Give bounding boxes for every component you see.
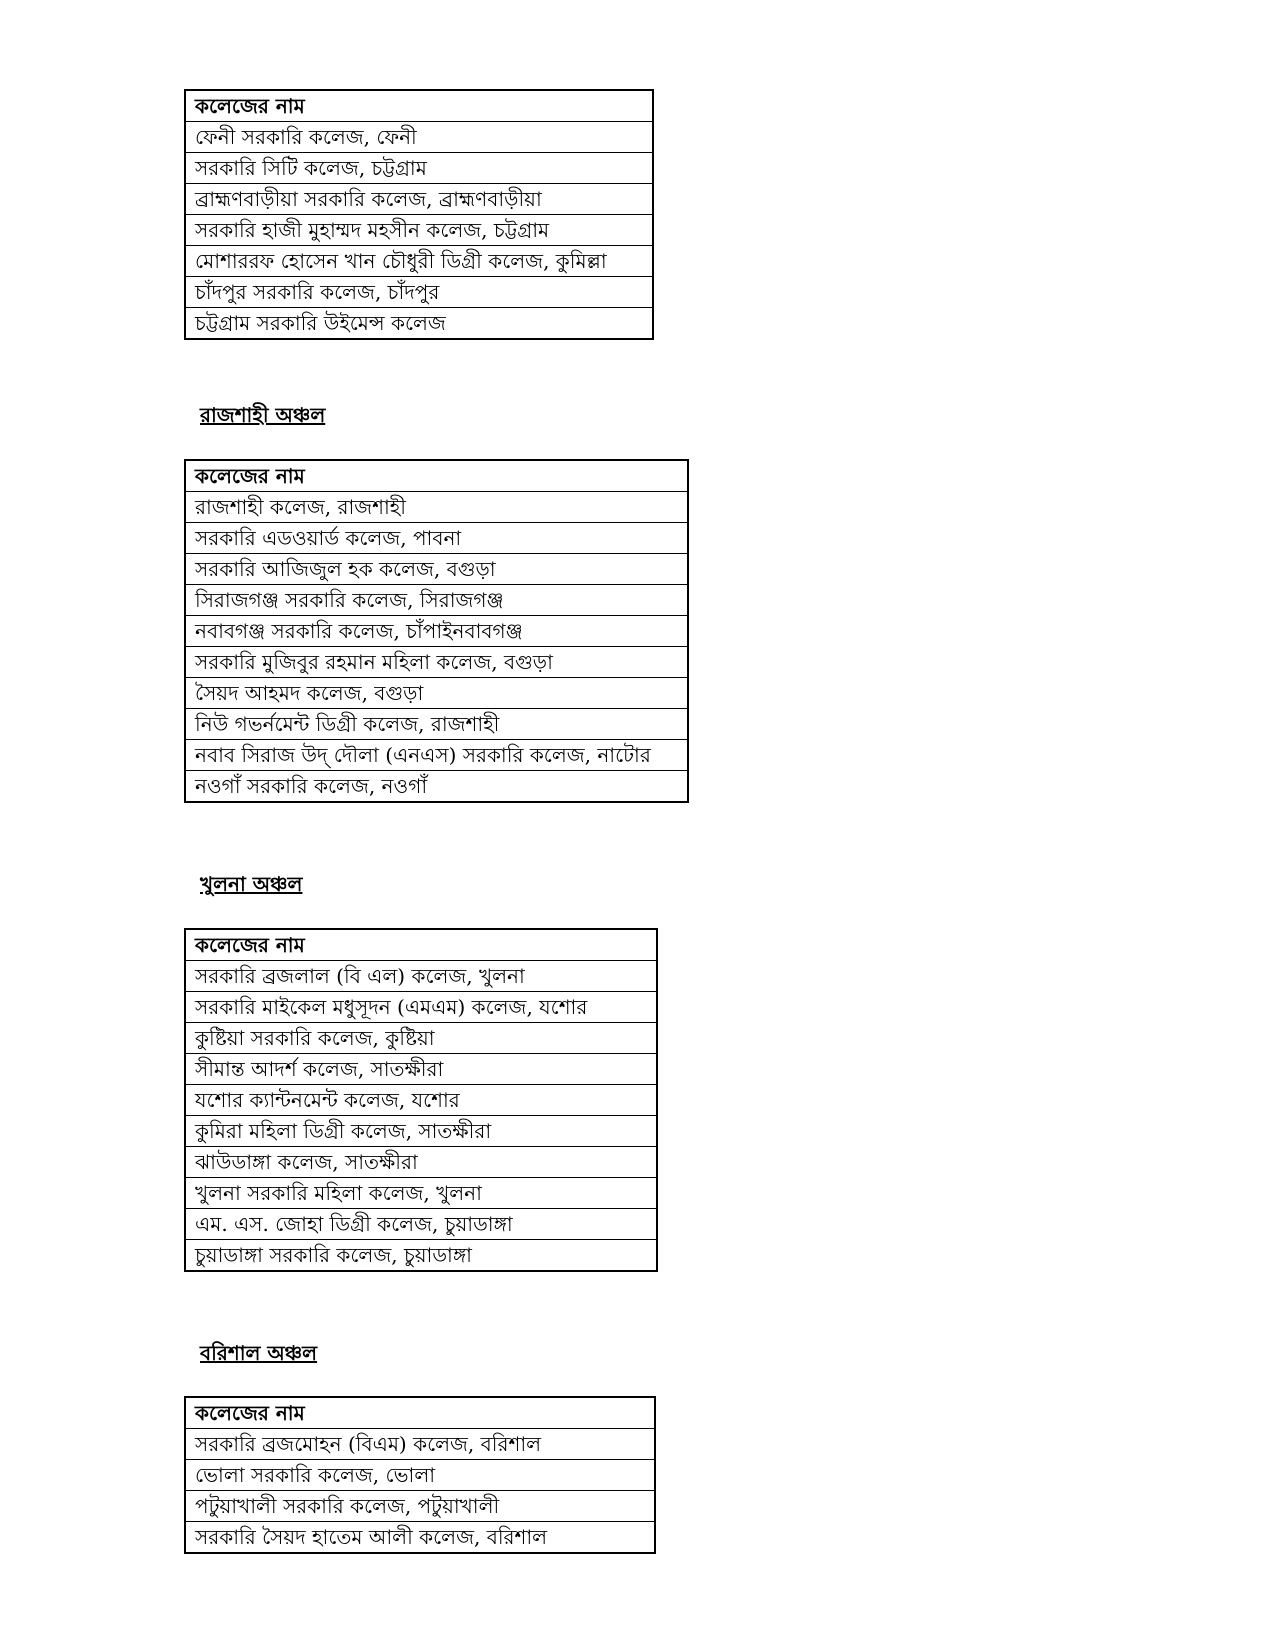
college-name-cell: ব্রাহ্মণবাড়ীয়া সরকারি কলেজ, ব্রাহ্মণবাড়ীয়া (185, 184, 653, 215)
college-name-cell: মোশাররফ হোসেন খান চৌধুরী ডিগ্রী কলেজ, কুমিল্লা (185, 246, 653, 277)
table-header-row (185, 90, 653, 122)
college-name-cell: ঝাউডাঙ্গা কলেজ, সাতক্ষীরা (185, 1147, 657, 1178)
college-name-cell: সরকারি সৈয়দ হাতেম আলী কলেজ, বরিশাল (185, 1522, 655, 1554)
college-name-cell: সরকারি ব্রজলাল (বি এল) কলেজ, খুলনা (185, 961, 657, 992)
table-row (185, 992, 657, 1023)
table-row (185, 709, 688, 740)
college-name-cell: এম. এস. জোহা ডিগ্রী কলেজ, চুয়াডাঙ্গা (185, 1209, 657, 1240)
college-name-cell: যশোর ক্যান্টনমেন্ট কলেজ, যশোর (185, 1085, 657, 1116)
column-header-college-name: কলেজের নাম (185, 90, 653, 122)
column-header-college-name: কলেজের নাম (185, 1397, 655, 1429)
table-row (185, 678, 688, 709)
table-row (185, 184, 653, 215)
table-row (185, 122, 653, 153)
college-name-cell: সরকারি আজিজুল হক কলেজ, বগুড়া (185, 554, 688, 585)
table-header-row (185, 1397, 655, 1429)
college-name-cell: নিউ গভর্নমেন্ট ডিগ্রী কলেজ, রাজশাহী (185, 709, 688, 740)
college-name-cell: নবাব সিরাজ উদ্ দৌলা (এনএস) সরকারি কলেজ, নাটোর (185, 740, 688, 771)
college-name-cell: রাজশাহী কলেজ, রাজশাহী (185, 492, 688, 523)
table-row (185, 1522, 655, 1554)
region-heading-rajshahi: রাজশাহী অঞ্চল (200, 403, 326, 427)
college-name-cell: সরকারি মুজিবুর রহমান মহিলা কলেজ, বগুড়া (185, 647, 688, 678)
table-row (185, 1116, 657, 1147)
table-row (185, 1023, 657, 1054)
table-row (185, 1491, 655, 1522)
college-table-chattogram (184, 89, 654, 340)
college-name-cell: সৈয়দ আহমদ কলেজ, বগুড়া (185, 678, 688, 709)
table-row (185, 554, 688, 585)
college-name-cell: কুষ্টিয়া সরকারি কলেজ, কুষ্টিয়া (185, 1023, 657, 1054)
region-heading-khulna: খুলনা অঞ্চল (200, 872, 303, 896)
region-heading-barishal: বরিশাল অঞ্চল (200, 1341, 318, 1365)
college-table-barishal (184, 1396, 656, 1554)
college-table-rajshahi (184, 459, 689, 803)
table-row (185, 1460, 655, 1491)
college-name-cell: সরকারি সিটি কলেজ, চট্টগ্রাম (185, 153, 653, 184)
table-row (185, 1147, 657, 1178)
college-name-cell: নবাবগঞ্জ সরকারি কলেজ, চাঁপাইনবাবগঞ্জ (185, 616, 688, 647)
college-name-cell: চাঁদপুর সরকারি কলেজ, চাঁদপুর (185, 277, 653, 308)
table-row (185, 647, 688, 678)
college-table-khulna (184, 928, 658, 1272)
table-row (185, 771, 688, 803)
college-name-cell: ভোলা সরকারি কলেজ, ভোলা (185, 1460, 655, 1491)
table-row (185, 1178, 657, 1209)
college-name-cell: সরকারি হাজী মুহাম্মদ মহসীন কলেজ, চট্টগ্রাম (185, 215, 653, 246)
table-row (185, 616, 688, 647)
college-name-cell: ফেনী সরকারি কলেজ, ফেনী (185, 122, 653, 153)
table-row (185, 1429, 655, 1460)
table-row (185, 523, 688, 554)
table-row (185, 585, 688, 616)
college-name-cell: চট্টগ্রাম সরকারি উইমেন্স কলেজ (185, 308, 653, 340)
table-row (185, 277, 653, 308)
table-row (185, 961, 657, 992)
table-header-row (185, 460, 688, 492)
table-header-row (185, 929, 657, 961)
table-row (185, 492, 688, 523)
college-name-cell: পটুয়াখালী সরকারি কলেজ, পটুয়াখালী (185, 1491, 655, 1522)
college-name-cell: সরকারি ব্রজমোহন (বিএম) কলেজ, বরিশাল (185, 1429, 655, 1460)
table-row (185, 215, 653, 246)
college-name-cell: সরকারি মাইকেল মধুসূদন (এমএম) কলেজ, যশোর (185, 992, 657, 1023)
table-row (185, 1085, 657, 1116)
college-name-cell: সরকারি এডওয়ার্ড কলেজ, পাবনা (185, 523, 688, 554)
table-row (185, 740, 688, 771)
college-name-cell: নওগাঁ সরকারি কলেজ, নওগাঁ (185, 771, 688, 803)
table-row (185, 308, 653, 340)
column-header-college-name: কলেজের নাম (185, 460, 688, 492)
college-name-cell: কুমিরা মহিলা ডিগ্রী কলেজ, সাতক্ষীরা (185, 1116, 657, 1147)
table-row (185, 153, 653, 184)
college-name-cell: সীমান্ত আদর্শ কলেজ, সাতক্ষীরা (185, 1054, 657, 1085)
column-header-college-name: কলেজের নাম (185, 929, 657, 961)
table-row (185, 246, 653, 277)
college-name-cell: চুয়াডাঙ্গা সরকারি কলেজ, চুয়াডাঙ্গা (185, 1240, 657, 1272)
table-row (185, 1240, 657, 1272)
table-row (185, 1209, 657, 1240)
college-name-cell: খুলনা সরকারি মহিলা কলেজ, খুলনা (185, 1178, 657, 1209)
table-row (185, 1054, 657, 1085)
college-name-cell: সিরাজগঞ্জ সরকারি কলেজ, সিরাজগঞ্জ (185, 585, 688, 616)
